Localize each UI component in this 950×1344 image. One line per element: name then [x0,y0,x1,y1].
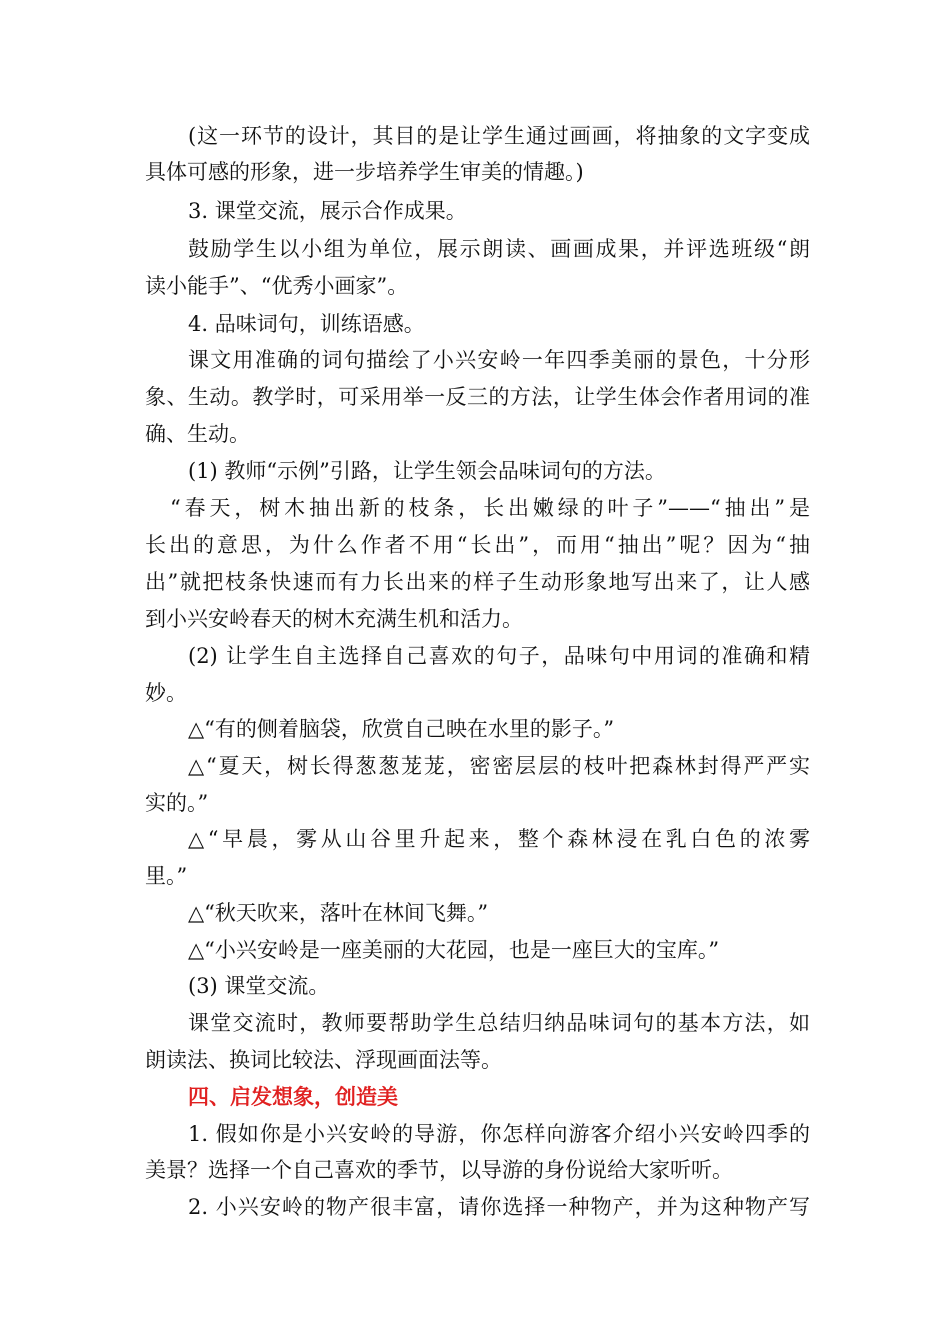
paragraph-line: 课堂交流时，教师要帮助学生总结归纳品味词句的基本方法，如 [188,1011,810,1035]
paragraph-line: 2. 小兴安岭的物产很丰富，请你选择一种物产，并为这种物产写 [188,1195,810,1219]
paragraph-line: 到小兴安岭春天的树木充满生机和活力。 [145,607,523,631]
sub-step-heading: (3) 课堂交流。 [188,974,330,998]
quote-line: 里。” [145,864,188,888]
paragraph-line: 长出的意思，为什么作者不用“长出”，而用“抽出”呢？因为“抽 [145,533,810,557]
paragraph-line: 读小能手”、“优秀小画家”。 [145,274,409,298]
quote-line: △“秋天吹来，落叶在林间飞舞。” [188,901,489,925]
paragraph-line: “春天，树木抽出新的枝条，长出嫩绿的叶子”——“抽出”是 [170,496,810,520]
section-heading: 四、启发想象，创造美 [188,1084,398,1109]
sub-step-heading: (2) 让学生自主选择自己喜欢的句子，品味句中用词的准确和精 [188,644,810,668]
step-heading: 4. 品味词句，训练语感。 [188,312,425,336]
paragraph-line: 朗读法、换词比较法、浮现画面法等。 [145,1048,502,1072]
paragraph-line: 具体可感的形象，进一步培养学生审美的情趣。) [145,160,584,184]
paragraph-line: 美景？选择一个自己喜欢的季节，以导游的身份说给大家听听。 [145,1158,733,1182]
quote-line: △“小兴安岭是一座美丽的大花园，也是一座巨大的宝库。” [188,938,720,962]
quote-line: △“夏天，树长得葱葱茏茏，密密层层的枝叶把森林封得严严实 [188,754,810,778]
sub-step-heading: (1) 教师“示例”引路，让学生领会品味词句的方法。 [188,459,666,483]
paragraph-line: 象、生动。教学时，可采用举一反三的方法，让学生体会作者用词的准 [145,385,810,409]
quote-line: △“早晨，雾从山谷里升起来，整个森林浸在乳白色的浓雾 [188,827,810,851]
paragraph-line: 妙。 [145,681,187,705]
paragraph-line: 1. 假如你是小兴安岭的导游，你怎样向游客介绍小兴安岭四季的 [188,1122,810,1146]
step-heading: 3. 课堂交流，展示合作成果。 [188,199,467,223]
quote-line: △“有的侧着脑袋，欣赏自己映在水里的影子。” [188,717,615,741]
paragraph-line: 课文用准确的词句描绘了小兴安岭一年四季美丽的景色，十分形 [188,348,810,372]
quote-line: 实的。” [145,791,209,815]
paragraph-line: 出”就把枝条快速而有力长出来的样子生动形象地写出来了，让人感 [145,570,810,594]
paragraph-line: 鼓励学生以小组为单位，展示朗读、画画成果，并评选班级“朗 [188,237,810,261]
paragraph-line: (这一环节的设计，其目的是让学生通过画画，将抽象的文字变成 [188,124,810,148]
paragraph-line: 确、生动。 [145,422,250,446]
